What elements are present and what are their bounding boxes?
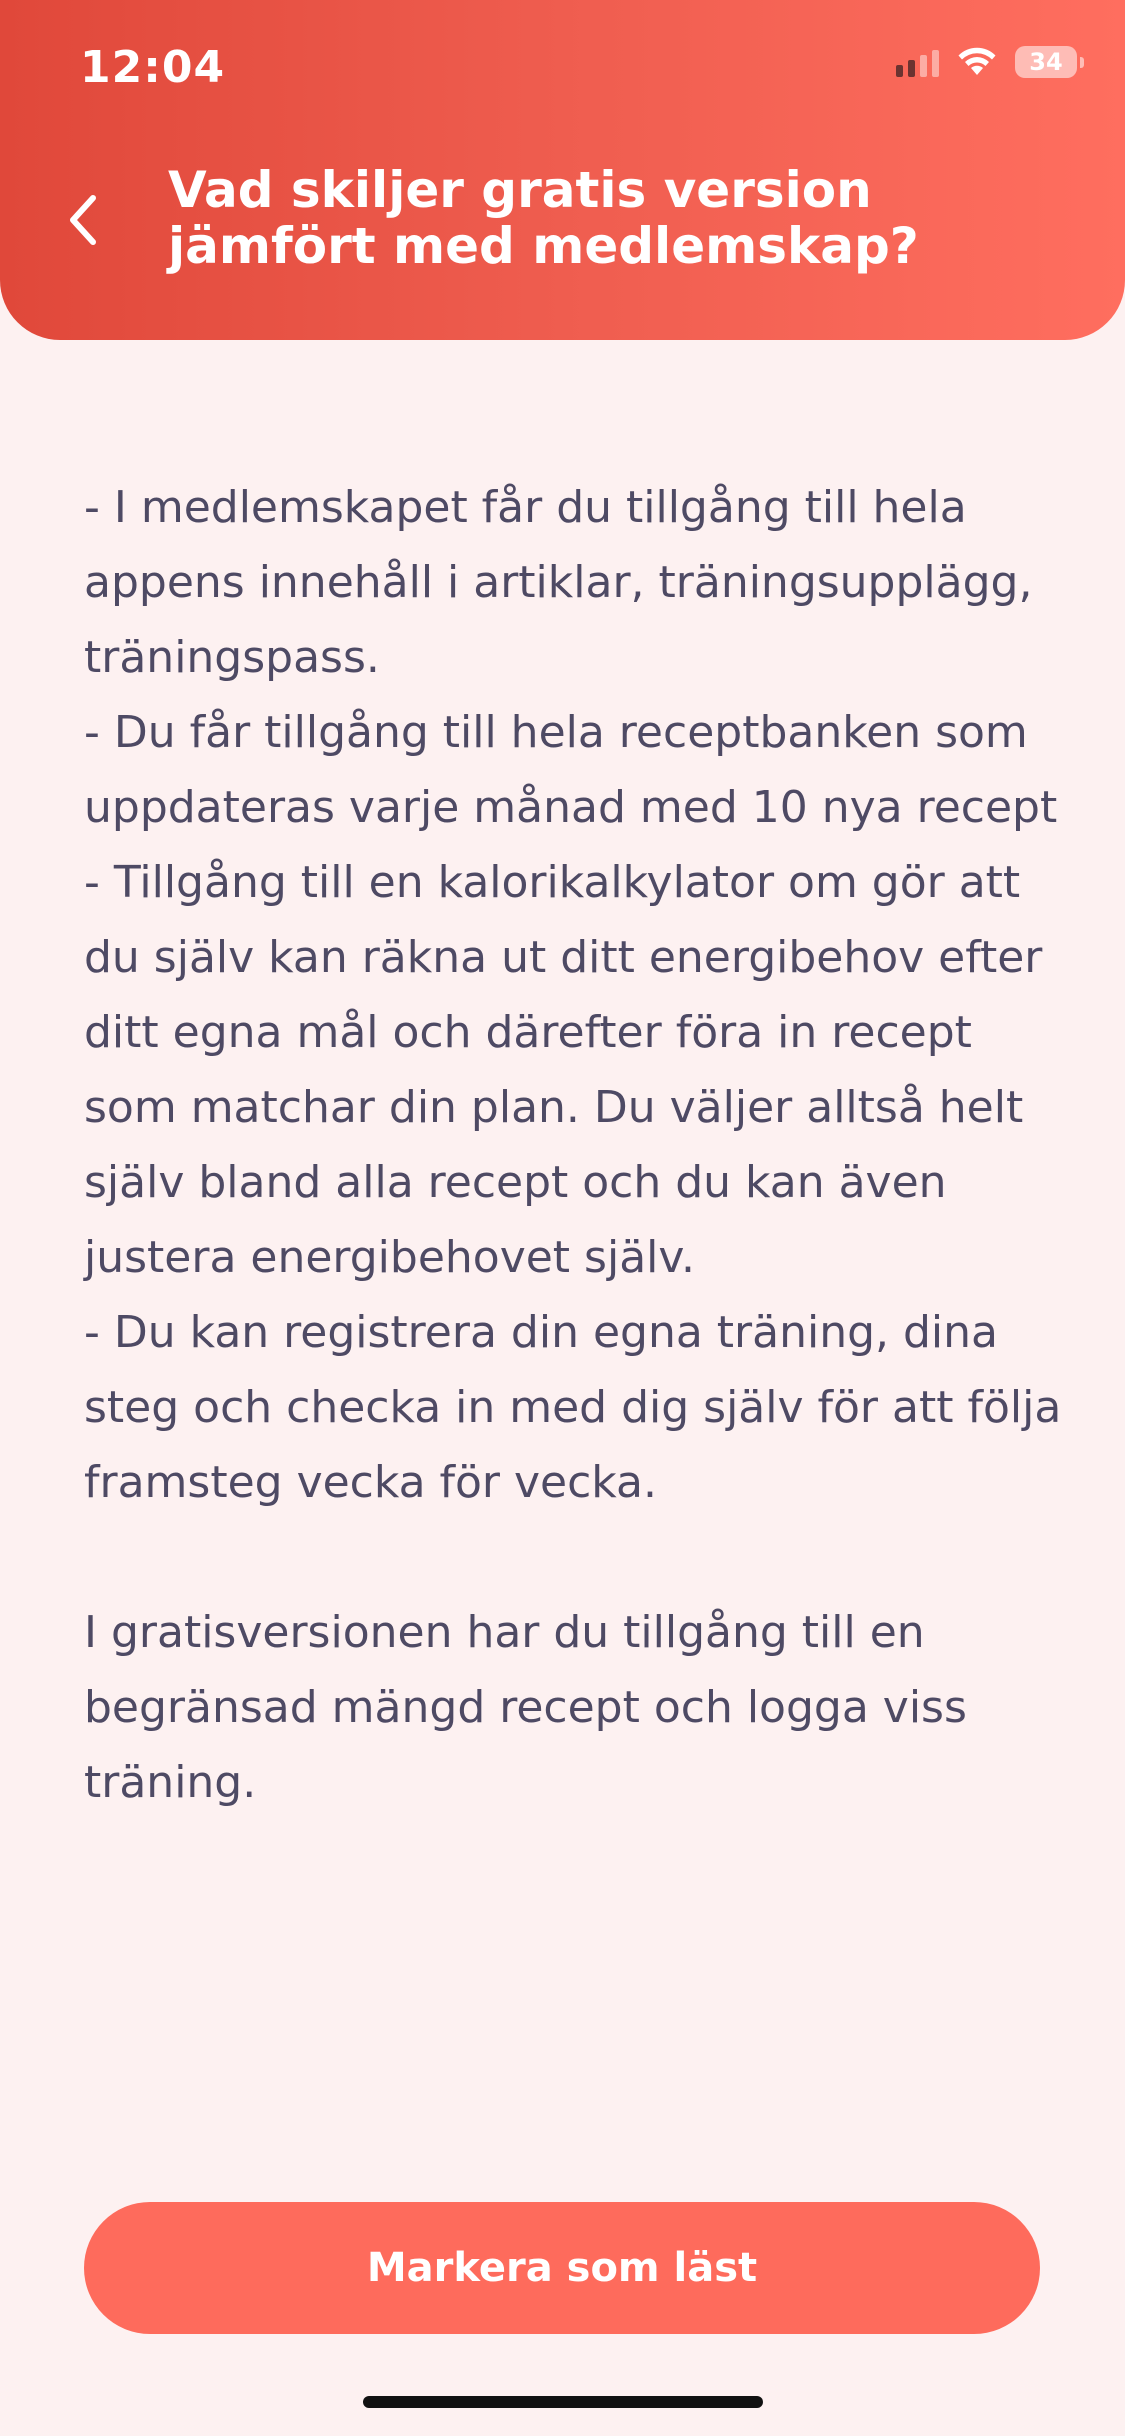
header-bar: [0, 0, 1125, 340]
back-button[interactable]: [52, 180, 112, 260]
wifi-icon: [957, 47, 997, 77]
cellular-signal-icon: [896, 47, 939, 77]
status-time: 12:04: [80, 42, 226, 93]
battery-icon: [1015, 46, 1077, 78]
chevron-left-icon: [65, 194, 99, 246]
page-title: Vad skiljer gratis version jämfört med medlemskap?: [168, 161, 919, 275]
mark-as-read-button[interactable]: Markera som läst: [84, 2202, 1040, 2334]
status-icons: [896, 46, 1077, 78]
home-indicator[interactable]: [363, 2396, 763, 2408]
article-body: - I medlemskapet får du tillgång till hela appens innehåll i artiklar, träningsupplägg, träningspass. - Du får tillgång till hela receptbanken som uppdateras varje månad med 10 nya recept - Tillgång till en kalorikalkylator om gör att du själv kan räkna ut ditt energibehov efter ditt egna mål och därefter föra in recept som matchar din plan. Du väljer alltså helt själv bland alla recept och du kan även justera energibehovet själv. - Du kan registrera din egna träning, dina steg och checka in med dig själv för att följa framsteg vecka för vecka. I gratisversionen har du tillgång till en begränsad mängd recept och logga viss träning.: [84, 482, 1062, 1808]
battery-level: 34: [1029, 48, 1063, 76]
